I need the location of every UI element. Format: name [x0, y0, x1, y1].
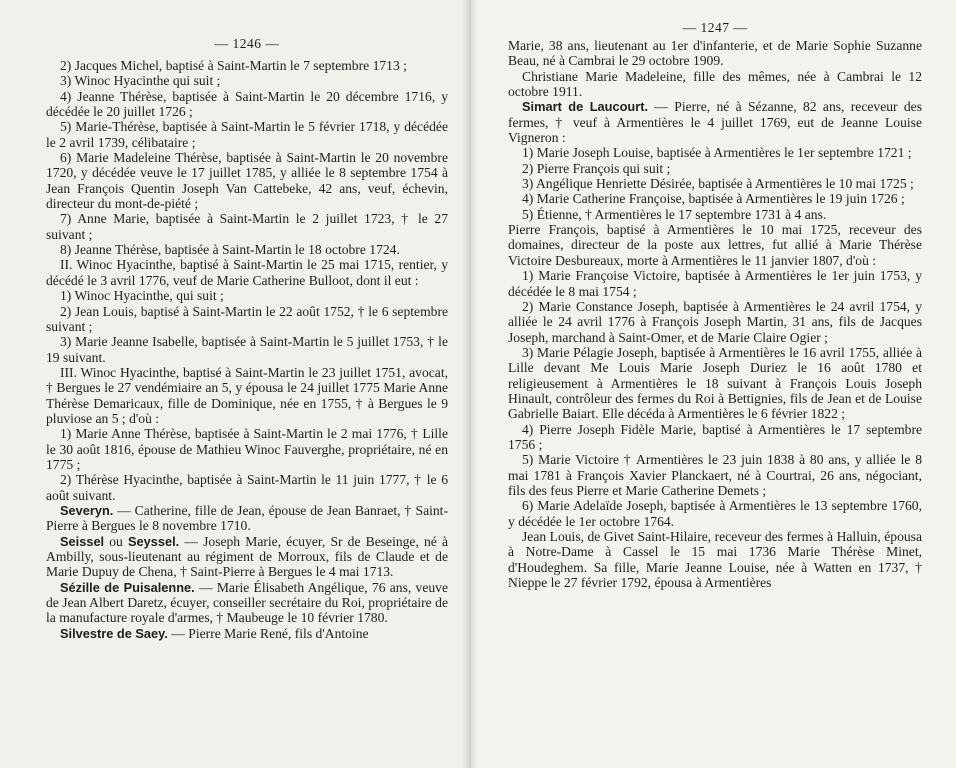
paragraph: 3) Angélique Henriette Désirée, baptisée à Armentières le 10 mai 1725 ; [522, 176, 914, 192]
paragraph: 6) Marie Madeleine Thérèse, baptisée à Saint-Martin le 20 novembre 1720, y décédée veuve le 17 juillet 1785, y alliée le 8 septembre 1754 à Jean François Quentin Joseph Van Cattebeke, 42 ans, veuf, échevin, directeur du mont-de-piété ; [46, 150, 448, 212]
paragraph: Jean Louis, de Givet Saint-Hilaire, receveur des fermes à Halluin, épousa à Notre-Dame à Cassel le 15 mai 1736 Marie Thérèse Minet, d'Houdeghem. Sa fille, Marie Jeanne Louise, née à Watten en 1737, † Nieppe le 27 février 1792, épousa à Armentières [508, 529, 922, 591]
paragraph: 2) Jean Louis, baptisé à Saint-Martin le 22 août 1752, † le 6 septembre suivant ; [46, 303, 448, 334]
family-entry-seissel [46, 534, 448, 580]
entry-text: — Pierre Marie René, fils d'Antoine [167, 625, 369, 641]
paragraph: 1) Marie Joseph Louise, baptisée à Armentières le 1er septembre 1721 ; [522, 145, 912, 161]
family-entry-silvestre [46, 626, 448, 641]
paragraph: 1) Marie Françoise Victoire, baptisée à Armentières le 1er juin 1753, y décédée le 8 mai 1754 ; [508, 268, 922, 299]
paragraph: 4) Pierre Joseph Fidèle Marie, baptisé à Armentières le 17 septembre 1756 ; [508, 421, 922, 452]
paragraph: 2) Pierre François qui suit ; [522, 160, 671, 176]
paragraph: 3) Marie Jeanne Isabelle, baptisée à Saint-Martin le 5 juillet 1753, † le 19 suivant. [46, 334, 448, 365]
paragraph: II. Winoc Hyacinthe, baptisé à Saint-Martin le 25 mai 1715, rentier, y décédé le 3 avril 1776, veuf de Marie Catherine Bulloot, dont il eut : [46, 257, 448, 288]
family-name: Seissel [60, 533, 105, 549]
paragraph: 8) Jeanne Thérèse, baptisée à Saint-Martin le 18 octobre 1724. [60, 242, 400, 258]
paragraph: 4) Marie Catherine Françoise, baptisée à Armentières le 19 juin 1726 ; [522, 191, 905, 207]
left-page [0, 0, 470, 768]
paragraph: Pierre François, baptisé à Armentières le 10 mai 1725, receveur des domaines, directeur de la poste aux lettres, fut allié à Marie Thérèse Victoire Desbureaux, morte à Armentières le 11 janvier 1807, d'où : [508, 222, 922, 268]
family-name: Simart de Laucourt. [522, 99, 649, 115]
family-name: Sézille de Puisalenne. [60, 579, 195, 595]
entry-text: — Marie Élisabeth Angélique, 76 ans, veuve de Jean Albert Daretz, écuyer, conseiller secrétaire du Roi, propriétaire de la manufacture royale d'armes, † Maubeuge le 10 février 1780. [46, 579, 448, 626]
paragraph: 4) Jeanne Thérèse, baptisée à Saint-Martin le 20 décembre 1716, y décédée le 20 juillet 1726 ; [46, 88, 448, 120]
entry-text: — Joseph Marie, écuyer, Sr de Beseinge, né à Ambilly, sous-lieutenant au régiment de Morroux, fils de Claude et de Marie Dupuy de Chena, † Saint-Pierre à Bergues le 4 mai 1713. [46, 533, 449, 580]
paragraph: 2) Thérèse Hyacinthe, baptisée à Saint-Martin le 11 juin 1777, † le 6 août suivant. [46, 472, 448, 503]
paragraph: 1) Marie Anne Thérèse, baptisée à Saint-Martin le 2 mai 1776, † Lille le 30 août 1816, épouse de Mathieu Winoc Fauverghe, propriétaire, né en 1775 ; [46, 426, 448, 472]
family-name: Seyssel. [128, 533, 180, 549]
paragraph: 6) Marie Adelaïde Joseph, baptisée à Armentières le 13 septembre 1760, y décédée le 1er octobre 1764. [508, 498, 922, 529]
paragraph: 2) Marie Constance Joseph, baptisée à Armentières le 24 avril 1754, y alliée le 24 avril 1776 à François Joseph Martin, 31 ans, fils de Jacques Joseph, marchand à Saint-Omer, et de Marie Claire Ogier ; [508, 298, 922, 345]
entry-text: — Pierre, né à Sézanne, 82 ans, receveur des fermes, † veuf à Armentières le 4 juillet 1769, eut de Jeanne Louise Vigneron : [508, 99, 922, 146]
family-entry-severyn [46, 503, 448, 534]
paragraph: Christiane Marie Madeleine, fille des mêmes, née à Cambrai le 12 octobre 1911. [508, 68, 922, 100]
paragraph: 5) Marie Victoire † Armentières le 23 juin 1838 à 80 ans, y alliée le 8 mai 1781 à François Xavier Planckaert, né à Courtrai, 26 ans, négociant, fils des feus Pierre et Marie Catherine Demets ; [508, 452, 922, 498]
family-name: Severyn. [60, 502, 114, 518]
paragraph: 1) Winoc Hyacinthe, qui suit ; [60, 288, 224, 304]
page-number-left: — 1246 — [214, 36, 280, 51]
paragraph: 3) Winoc Hyacinthe qui suit ; [60, 73, 221, 89]
entry-text: — Catherine, fille de Jean, épouse de Jean Banraet, † Saint-Pierre à Bergues le 8 novembre 1710. [46, 502, 448, 534]
paragraph: 3) Marie Pélagie Joseph, baptisée à Armentières le 16 avril 1755, alliée à Lille devant Me Louis Marie Joseph Duriez le 16 août 1780 et religieusement à Armentières le 18 suivant à François Louis Joseph Hinault, contrôleur des fermes du Roi à Bettignies, fils de Jean et de Louise Gabrielle Baiart. Elle décéda à Armentières le 6 février 1822 ; [508, 344, 922, 422]
family-entry-sezille [46, 580, 448, 626]
paragraph: III. Winoc Hyacinthe, baptisé à Saint-Martin le 23 juillet 1751, avocat, † Bergues le 27 vendémiaire an 5, y épousa le 24 juillet 1775 Marie Anne Thérèse Demaricaux, fille de Dominique, née en 1755, † à Bergues le 9 pluviose an 5 ; d'où : [46, 364, 448, 426]
paragraph: 5) Marie-Thérèse, baptisée à Saint-Martin le 5 février 1718, y décédée le 2 avril 1739, célibataire ; [46, 119, 448, 150]
paragraph: 2) Jacques Michel, baptisé à Saint-Martin le 7 septembre 1713 ; [60, 58, 407, 73]
paragraph: 5) Étienne, † Armentières le 17 septembre 1731 à 4 ans. [522, 206, 827, 222]
family-name: Silvestre de Saey. [60, 625, 168, 641]
family-entry-simart [508, 99, 922, 145]
paragraph: Marie, 38 ans, lieutenant au 1er d'infanterie, et de Marie Sophie Suzanne Beau, né à Cambrai le 29 octobre 1909. [508, 38, 922, 69]
entry-text: ou [104, 533, 128, 549]
paragraph: 7) Anne Marie, baptisée à Saint-Martin le 2 juillet 1723, † le 27 suivant ; [46, 211, 448, 242]
page-number-right: — 1247 — [682, 20, 748, 35]
right-page [470, 0, 956, 768]
